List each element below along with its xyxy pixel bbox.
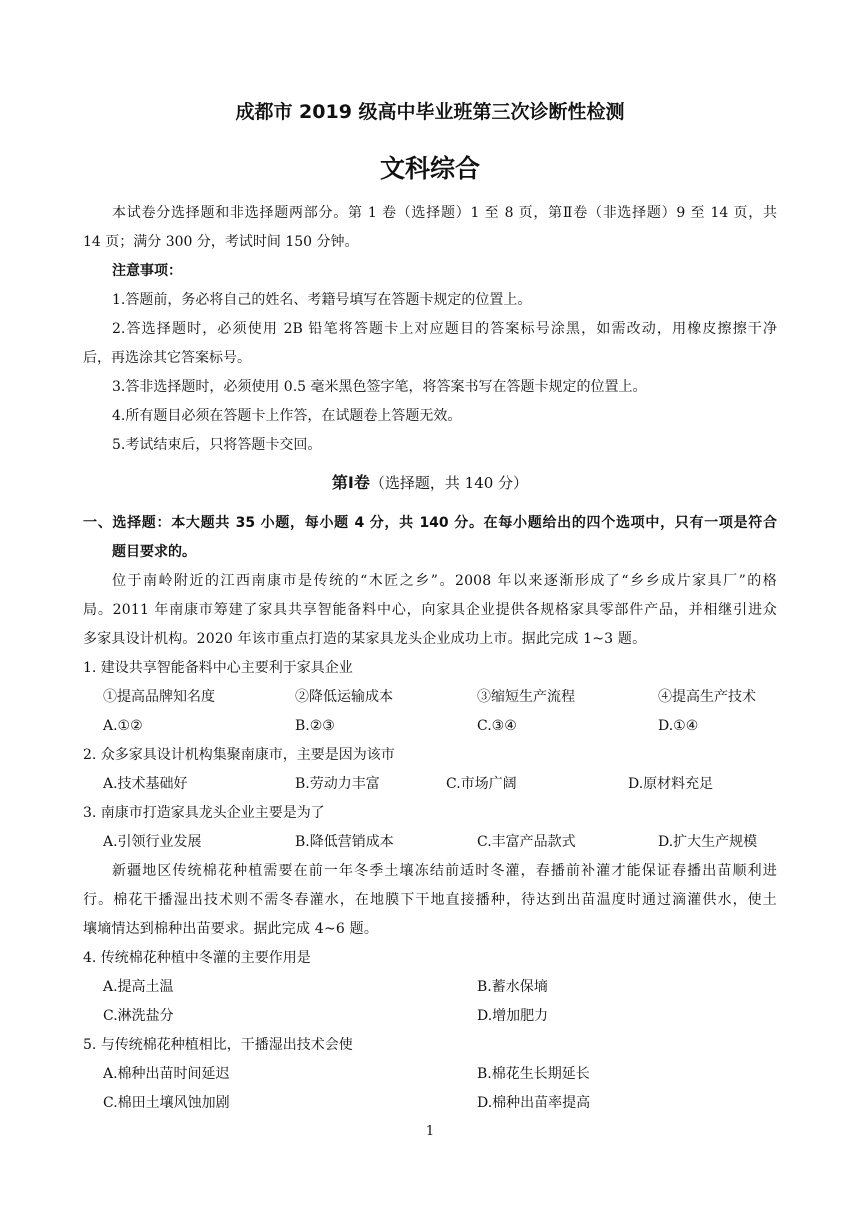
- q3-option-c: C.丰富产品款式: [477, 834, 576, 850]
- note-item-2a: 2.答选择题时，必须使用 2B 铅笔将答题卡上对应题目的答案标号涂黑，如需改动，用橡皮擦擦干净: [112, 321, 777, 337]
- q1-statement-2: ②降低运输成本: [295, 689, 393, 705]
- q2-option-c: C.市场广阔: [446, 776, 517, 792]
- passage1-line-1: 位于南岭附近的江西南康市是传统的“木匠之乡”。2008 年以来逐渐形成了“乡乡成片家具厂”的格: [112, 573, 777, 589]
- q4-option-b: B.蓄水保墒: [477, 979, 548, 995]
- q1-option-d: D.①④: [658, 718, 699, 734]
- q4-option-c: C.淋洗盐分: [103, 1008, 174, 1024]
- q1-option-b: B.②③: [295, 718, 335, 734]
- note-item-3: 3.答非选择题时，必须使用 0.5 毫米黑色签字笔，将答案书写在答题卡规定的位置上。: [112, 379, 647, 395]
- q3-stem: 3. 南康市打造家具龙头企业主要是为了: [83, 805, 325, 821]
- q2-stem: 2. 众多家具设计机构集聚南康市，主要是因为该市: [83, 747, 395, 763]
- q1-option-c: C.③④: [477, 718, 517, 734]
- q2-option-b: B.劳动力丰富: [295, 776, 380, 792]
- section-instruction-2: 题目要求的。: [112, 544, 196, 560]
- q5-option-a: A.棉种出苗时间延迟: [103, 1066, 230, 1082]
- passage1-line-2: 局。2011 年南康市筹建了家具共享智能备料中心，向家具企业提供各规格家具零部件产品，并相继引进众: [83, 602, 777, 618]
- section-title: [0, 472, 860, 494]
- note-item-4: 4.所有题目必须在答题卡上作答，在试题卷上答题无效。: [112, 408, 462, 424]
- q1-stem: 1. 建设共享智能备料中心主要利于家具企业: [83, 660, 353, 676]
- passage2-line-2: 行。棉花干播湿出技术则不需冬春灌水，在地膜下干地直接播种，待达到出苗温度时通过滴灌供水，使土: [83, 892, 777, 908]
- passage2-line-1: 新疆地区传统棉花种植需要在前一年冬季土壤冻结前适时冬灌，春播前补灌才能保证春播出苗顺利进: [112, 863, 777, 879]
- q3-option-d: D.扩大生产规模: [658, 834, 758, 850]
- note-item-1: 1.答题前，务必将自己的姓名、考籍号填写在答题卡规定的位置上。: [112, 292, 532, 308]
- q3-option-b: B.降低营销成本: [295, 834, 394, 850]
- note-item-2b: 后，再选涂其它答案标号。: [83, 350, 251, 366]
- section-instruction-1: 一、选择题：本大题共 35 小题，每小题 4 分，共 140 分。在每小题给出的四个选项中，只有一项是符合: [83, 515, 777, 531]
- q1-statement-1: ①提高品牌知名度: [103, 689, 215, 705]
- subject-title: 文科综合: [379, 154, 480, 183]
- q1-statement-3: ③缩短生产流程: [477, 689, 575, 705]
- intro-line-2: 14 页；满分 300 分，考试时间 150 分钟。: [83, 234, 359, 250]
- q5-option-b: B.棉花生长期延长: [477, 1066, 590, 1082]
- q4-option-a: A.提高土温: [103, 979, 174, 995]
- notes-heading: 注意事项：: [112, 263, 182, 279]
- passage1-line-3: 多家具设计机构。2020 年该市重点打造的某家具龙头企业成功上市。据此完成 1~3 题。: [83, 631, 647, 647]
- q3-option-a: A.引领行业发展: [103, 834, 202, 850]
- page-number: 1: [425, 1124, 435, 1139]
- q5-stem: 5. 与传统棉花种植相比，干播湿出技术会使: [83, 1037, 353, 1053]
- q1-option-a: A.①②: [103, 718, 143, 734]
- q4-option-d: D.增加肥力: [477, 1008, 549, 1024]
- exam-title: 成都市 2019 级高中毕业班第三次诊断性检测: [235, 101, 625, 123]
- q5-option-c: C.棉田土壤风蚀加剧: [103, 1095, 230, 1111]
- q4-stem: 4. 传统棉花种植中冬灌的主要作用是: [83, 950, 311, 966]
- q5-option-d: D.棉种出苗率提高: [477, 1095, 591, 1111]
- intro-line-1: 本试卷分选择题和非选择题两部分。第 1 卷（选择题）1 至 8 页，第Ⅱ卷（非选择题）9 至 14 页，共: [112, 205, 777, 221]
- q1-statement-4: ④提高生产技术: [658, 689, 756, 705]
- q2-option-a: A.技术基础好: [103, 776, 188, 792]
- q2-option-d: D.原材料充足: [628, 776, 714, 792]
- passage2-line-3: 壤墒情达到棉种出苗要求。据此完成 4~6 题。: [83, 921, 379, 937]
- section-title-rest: （选择题，共 140 分）: [369, 474, 529, 492]
- note-item-5: 5.考试结束后，只将答题卡交回。: [112, 437, 322, 453]
- section-title-bold: 第Ⅰ卷: [331, 473, 370, 492]
